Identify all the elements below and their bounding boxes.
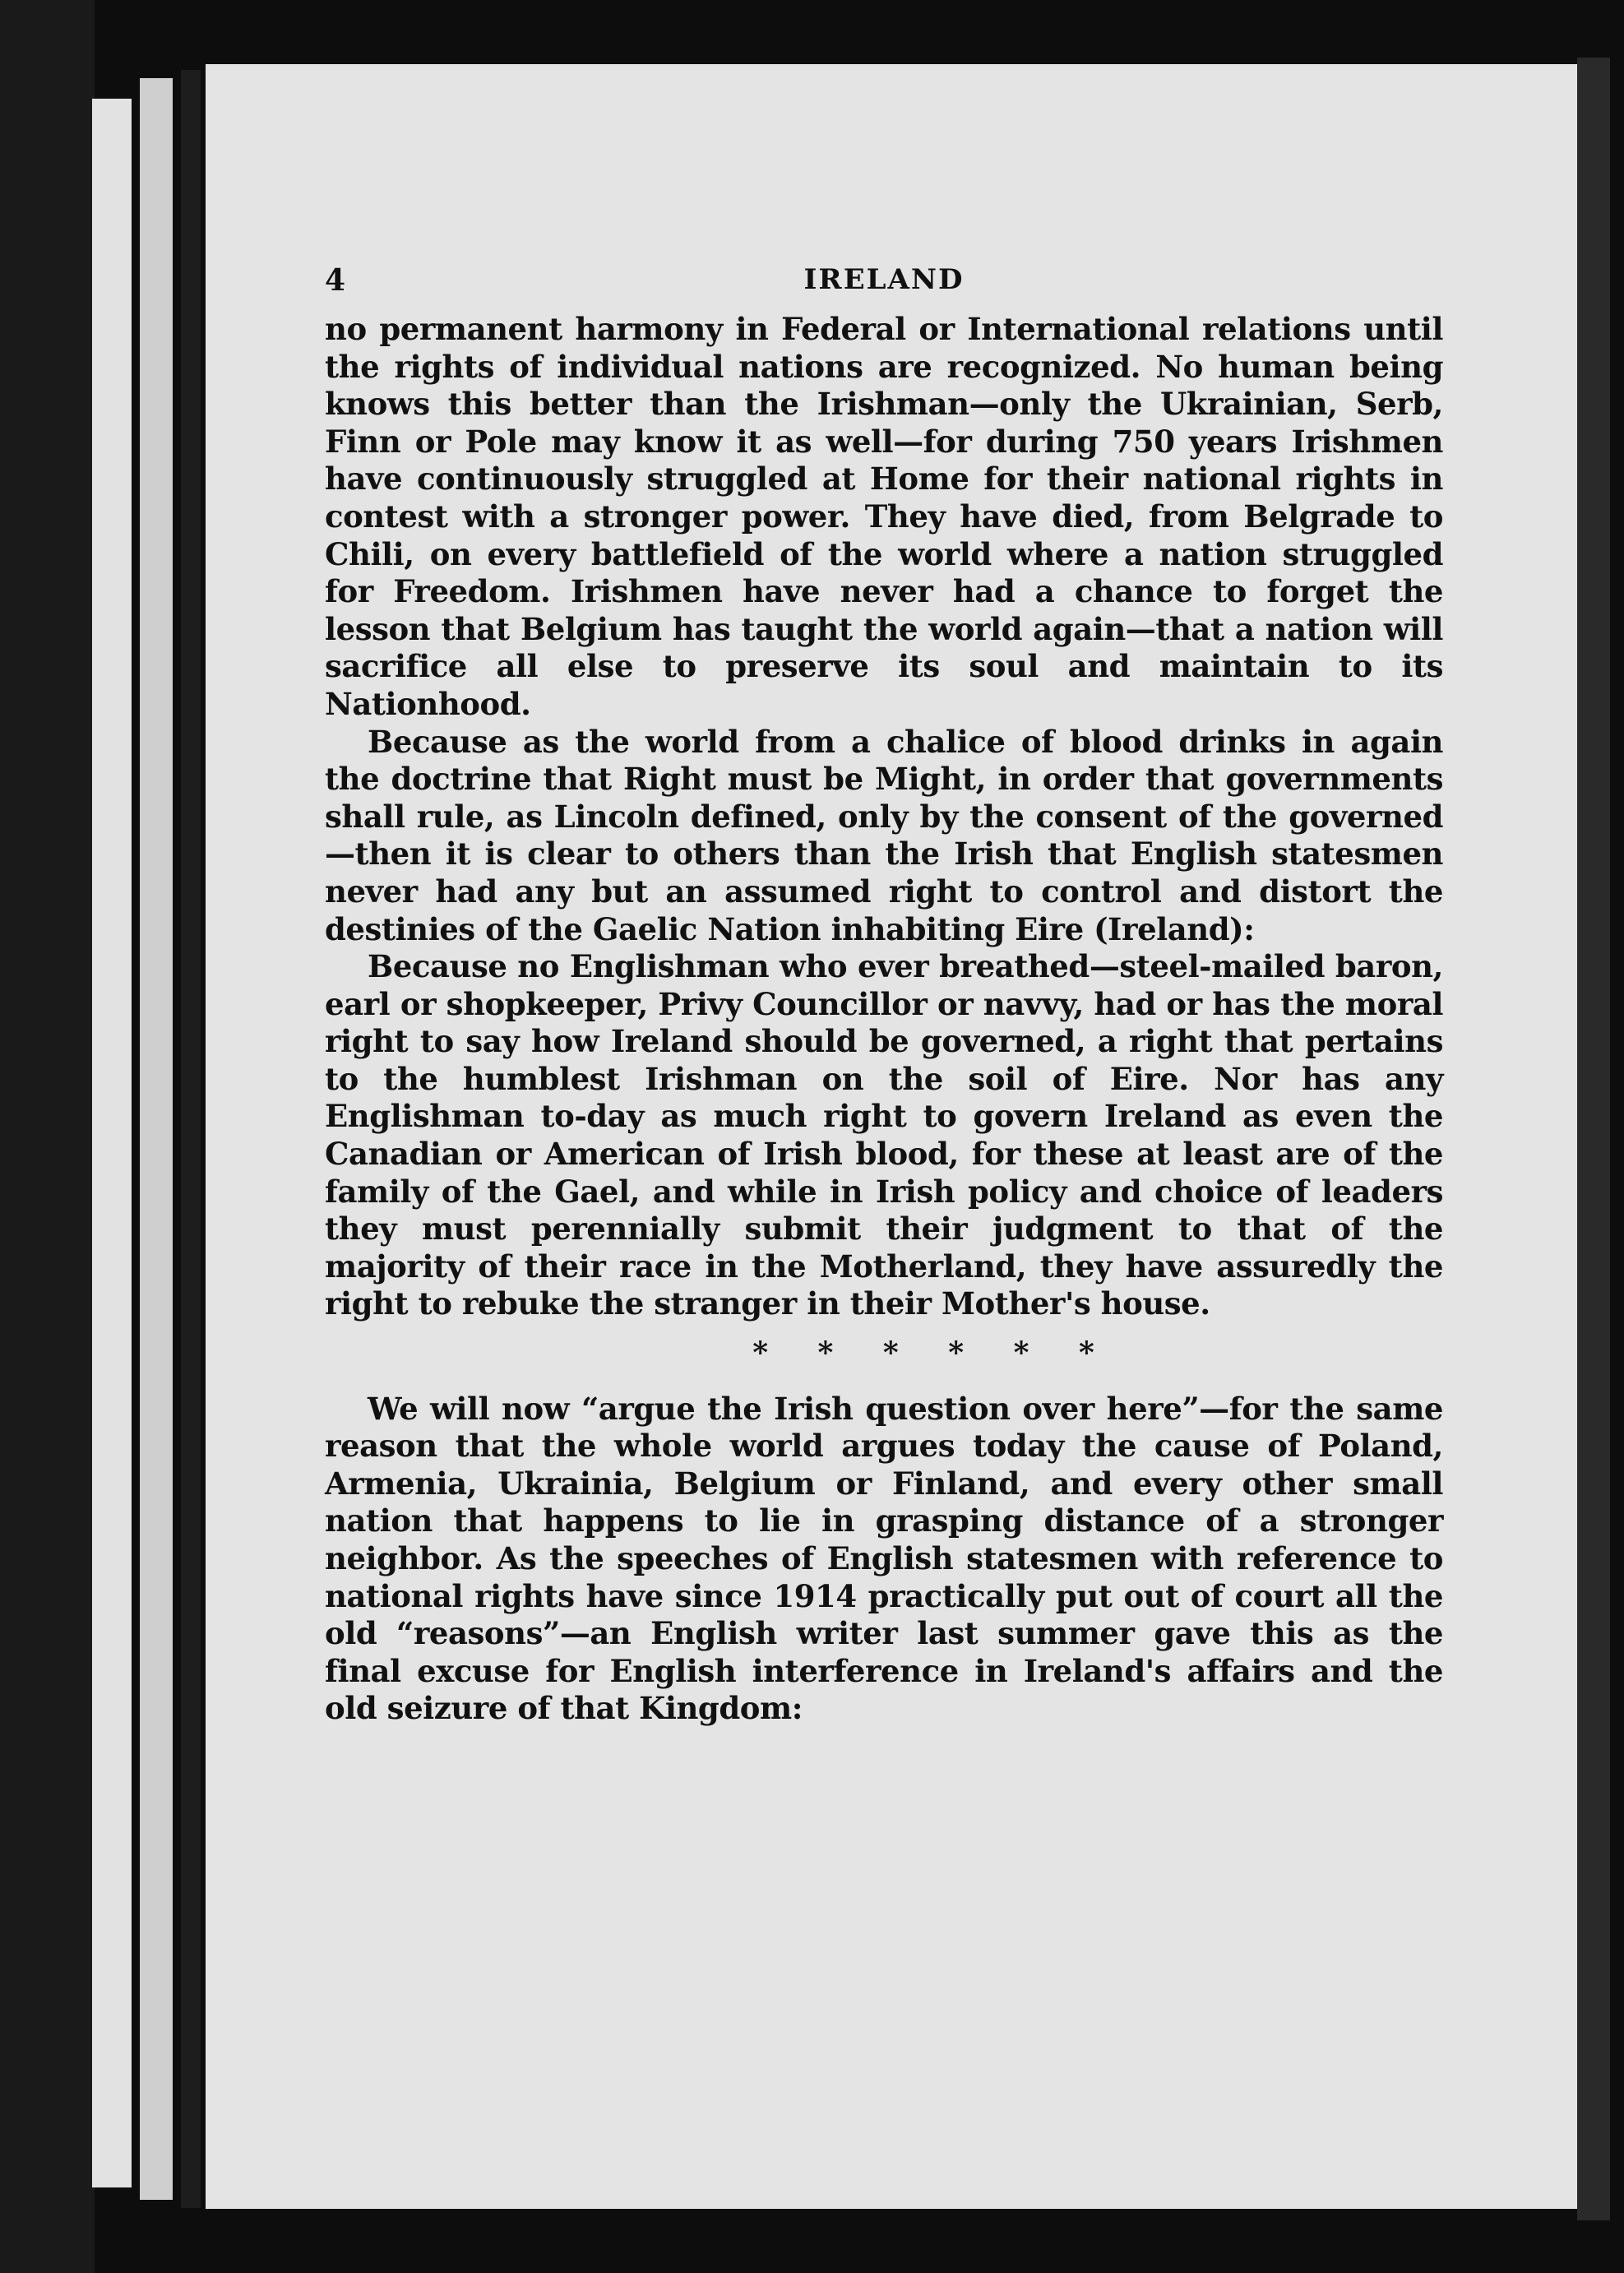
page-stack-edge xyxy=(140,78,173,2200)
scan-background xyxy=(0,0,95,2273)
running-head: IRELAND xyxy=(803,263,965,296)
section-separator: * * * * * * xyxy=(752,1336,1114,1371)
paragraph: Because as the world from a chalice of blood drinks in again the doctrine that Right must be Might, in order that governments shall rule, as Lincoln defined, only by the consent of the governed—then it is clear to others than the Irish that English statesmen never had any but an assumed right to control and distort the destinies of the Gaelic Nation inhabiting Eire (Ireland): xyxy=(325,723,1443,947)
page-number: 4 xyxy=(325,263,346,298)
book-spine xyxy=(181,70,201,2208)
scan-border xyxy=(1577,58,1610,2220)
page-stack-edge xyxy=(92,99,132,2187)
paragraph: We will now “argue the Irish question over here”—for the same reason that the whole world argues today the cause of Poland, Armenia, Ukrainia, Belgium or Finland, and every other small nation that happens to lie in grasping distance of a stronger neighbor. As the speeches of English statesmen with reference to national rights have since 1914 practically put out of court all the old “reasons”—an English writer last summer gave this as the final excuse for English interference in Ireland's affairs and the old seizure of that Kingdom: xyxy=(325,1390,1443,1727)
page-header xyxy=(325,263,1443,312)
body-text xyxy=(325,311,1443,1728)
paragraph: Because no Englishman who ever breathed—steel-mailed baron, earl or shopkeeper, Privy Councillor or navvy, had or has the moral right to say how Ireland should be governed, a right that pertains to the humblest Irishman on the soil of Eire. Nor has any Englishman to-day as much right to govern Ireland as even the Canadian or American of Irish blood, for these at least are of the family of the Gael, and while in Irish policy and choice of leaders they must perennially submit their judgment to that of the majority of their race in the Motherland, they have assuredly the right to rebuke the stranger in their Mother's house. xyxy=(325,948,1443,1322)
paragraph: no permanent harmony in Federal or International relations until the rights of individual nations are recognized. No human being knows this better than the Irishman—only the Ukrainian, Serb, Finn or Pole may know it as well—for during 750 years Irishmen have continuously struggled at Home for their national rights in contest with a stronger power. They have died, from Belgrade to Chili, on every battlefield of the world where a nation struggled for Freedom. Irishmen have never had a chance to forget the lesson that Belgium has taught the world again—that a nation will sacrifice all else to preserve its soul and maintain to its Nationhood. xyxy=(325,311,1443,722)
